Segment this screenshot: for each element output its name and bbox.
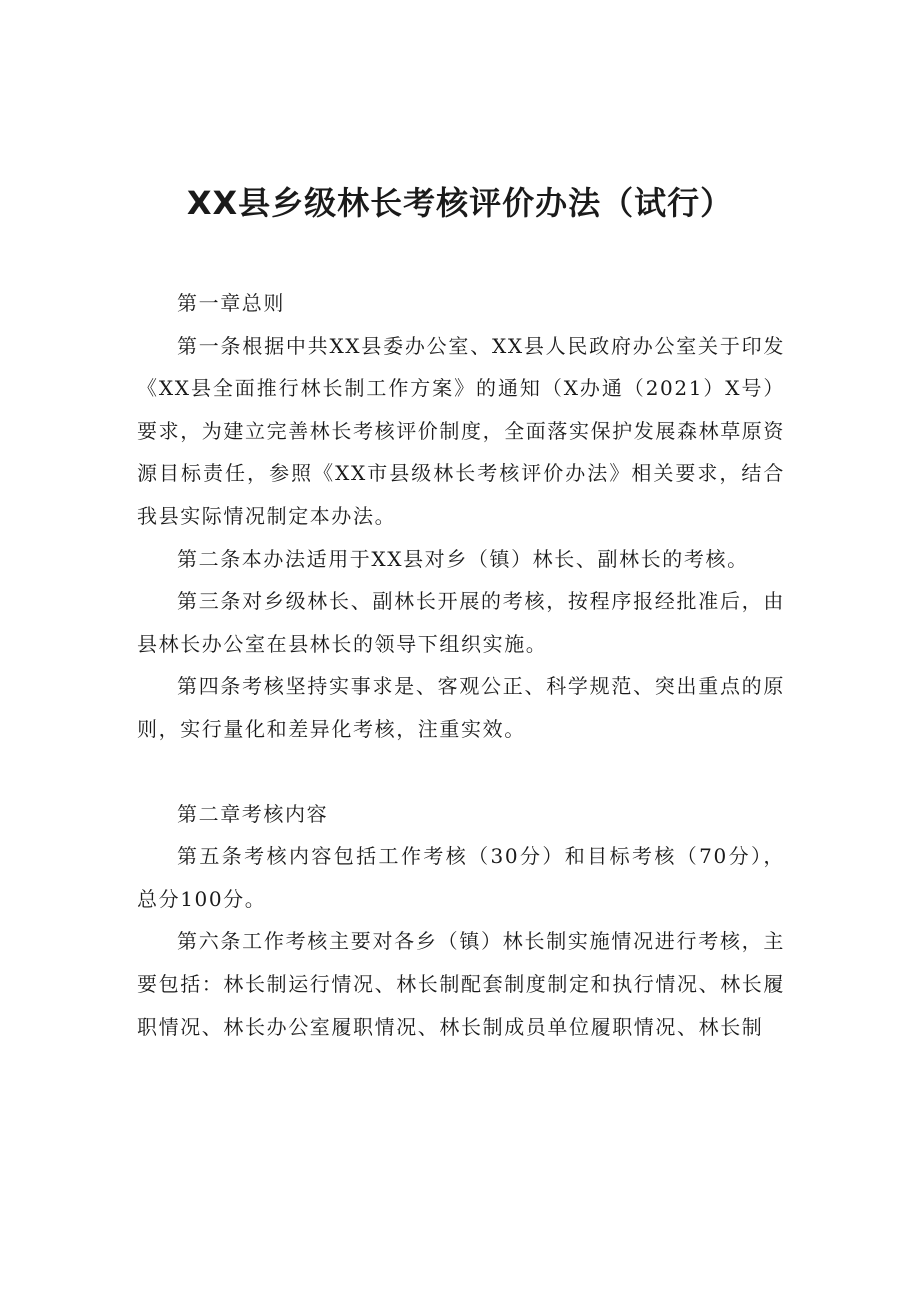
article-6: 第六条工作考核主要对各乡（镇）林长制实施情况进行考核，主要包括：林长制运行情况、林长制配套制度制定和执行情况、林长履职情况、林长办公室履职情况、林长制成员单位履职情况、林长制 bbox=[137, 929, 785, 1039]
document-body bbox=[137, 282, 785, 1048]
chapter-2-heading: 第二章考核内容 bbox=[177, 801, 329, 826]
article-4: 第四条考核坚持实事求是、客观公正、科学规范、突出重点的原则，实行量化和差异化考核，注重实效。 bbox=[137, 674, 785, 741]
chapter-1-heading: 第一章总则 bbox=[177, 291, 285, 315]
document-title: XX县乡级林长考核评价办法（试行） bbox=[186, 184, 734, 222]
chapter-spacer bbox=[137, 751, 785, 793]
article-3: 第三条对乡级林长、副林长开展的考核，按程序报经批准后，由县林长办公室在县林长的领导下组织实施。 bbox=[137, 589, 785, 656]
article-2: 第二条本办法适用于XX县对乡（镇）林长、副林长的考核。 bbox=[177, 546, 749, 571]
article-5: 第五条考核内容包括工作考核（30分）和目标考核（70分），总分100分。 bbox=[137, 844, 785, 911]
article-1: 第一条根据中共XX县委办公室、XX县人民政府办公室关于印发《XX县全面推行林长制工作方案》的通知（X办通（2021）X号）要求，为建立完善林长考核评价制度，全面落实保护发展森林草原资源目标责任，参照《XX市县级林长考核评价办法》相关要求，结合我县实际情况制定本办法。 bbox=[137, 333, 785, 528]
